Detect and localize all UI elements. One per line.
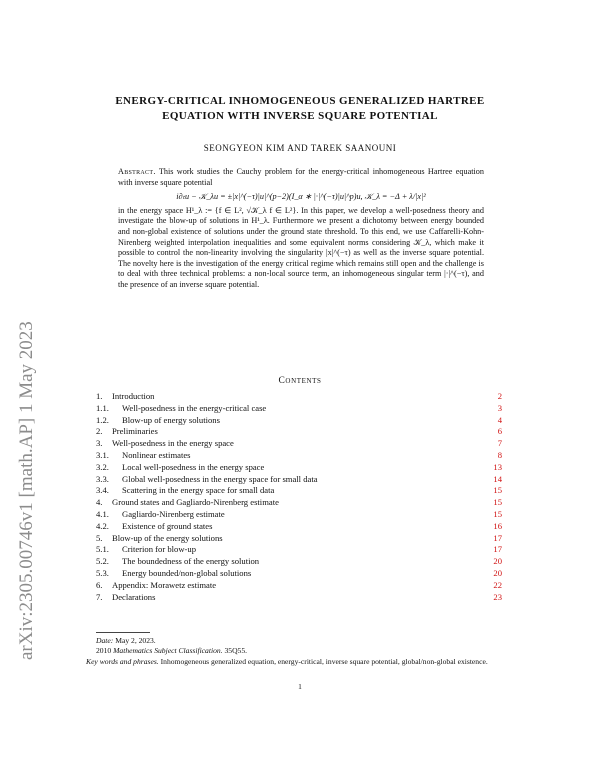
toc-entry[interactable]	[96, 426, 502, 438]
toc-entry-title: Existence of ground states	[122, 520, 213, 531]
toc-entry-page-link[interactable]: 22	[493, 579, 502, 590]
toc-entry[interactable]	[96, 485, 502, 497]
footnote-keywords	[86, 657, 506, 667]
toc-entry-page-link[interactable]: 16	[493, 520, 502, 531]
toc-entry-number: 7.	[96, 591, 103, 602]
toc-entry-title: Local well-posedness in the energy space	[122, 461, 265, 472]
abstract-equation: i∂ₜu − 𝒦_λu = ±|x|^(−τ)|u|^(p−2)(I_α ∗ |·|^(−τ)|u|^p)u, 𝒦_λ = −Δ + λ/|x|²	[176, 192, 426, 202]
toc-entry-title: Scattering in the energy space for small data	[122, 485, 275, 496]
abstract-label: Abstract.	[118, 167, 156, 176]
toc-entry-number: 1.2.	[96, 414, 109, 425]
abstract	[118, 167, 484, 291]
toc-entry-title: The boundedness of the energy solution	[122, 556, 260, 567]
arxiv-identifier-svg	[2, 170, 46, 670]
toc-entry-title: Introduction	[112, 391, 155, 401]
toc-entry[interactable]	[96, 450, 502, 462]
toc-entry-number: 5.	[96, 532, 103, 543]
toc-entry-page-link[interactable]: 15	[493, 485, 502, 496]
toc-entry-number: 3.3.	[96, 473, 109, 484]
toc-entry-page-link[interactable]: 17	[493, 532, 502, 543]
footnote-date	[96, 636, 506, 646]
toc-entry-page-link[interactable]: 3	[497, 402, 502, 413]
date-label: Date:	[96, 636, 114, 645]
toc-entry-page-link[interactable]: 15	[493, 497, 502, 508]
abstract-body: in the energy space H¹_λ := {f ∈ L², √𝒦_λ f ∈ L²}. In this paper, we develop a well-posedness theory and investigate the blow-up of solutions in H¹_λ. Furthermore we present a dichotomy between energy bounded and non-global existence of solutions under the ground state threshold. To this end, we use Caffarelli-Kohn-Nirenberg weighted interpolation inequalities and some equivalent norms considering 𝒦_λ, which make it possible to control the non-linearity involving the singularity |x|^(−τ) as well as the inverse square potential. The novelty here is the investigation of the energy critical regime which remains still open and the challenge is to deal with three technical problems: a non-local source term, an inhomogeneous singular term |·|^(−τ), and the presence of an inverse square potential.	[118, 205, 484, 289]
toc-entry-number: 3.1.	[96, 449, 109, 460]
date-value: May 2, 2023.	[115, 636, 156, 645]
toc-entry-number: 4.1.	[96, 508, 109, 519]
toc-entry-number: 5.3.	[96, 567, 109, 578]
toc-entry-page-link[interactable]: 23	[493, 591, 502, 602]
msc-value: 35Q55.	[224, 646, 248, 656]
toc-entry-title: Energy bounded/non-global solutions	[122, 567, 252, 578]
toc-entry-title: Blow-up of energy solutions	[122, 414, 220, 425]
toc-entry-page-link[interactable]: 2	[497, 391, 502, 401]
toc-entry-title: Gagliardo-Nirenberg estimate	[122, 508, 225, 519]
toc-entry-page-link[interactable]: 20	[493, 567, 502, 578]
toc-entry-number: 3.	[96, 438, 103, 449]
keywords-label: Key words and phrases.	[86, 656, 159, 666]
toc-entry-number: 1.	[96, 391, 103, 401]
toc-entry-title: Declarations	[112, 591, 156, 602]
toc-entry-number: 1.1.	[96, 402, 109, 413]
msc-label: Mathematics Subject Classification.	[113, 646, 223, 656]
toc-entry-number: 3.2.	[96, 461, 109, 472]
toc-entry[interactable]	[96, 533, 502, 545]
arxiv-identifier-sidebar	[2, 170, 46, 670]
toc-entry[interactable]	[96, 403, 502, 415]
toc-entry-title: Global well-posedness in the energy space for small data	[122, 473, 318, 484]
table-of-contents	[96, 391, 502, 603]
page-number: 1	[298, 682, 302, 691]
footnote-msc	[96, 646, 506, 656]
abstract-intro-paragraph	[118, 167, 484, 188]
toc-entry[interactable]	[96, 415, 502, 427]
toc-entry-title: Appendix: Morawetz estimate	[112, 579, 217, 590]
toc-entry-page-link[interactable]: 14	[493, 473, 502, 484]
toc-entry[interactable]	[96, 568, 502, 580]
toc-entry-title: Nonlinear estimates	[122, 449, 191, 460]
toc-entry-number: 4.	[96, 497, 103, 508]
toc-entry[interactable]	[96, 556, 502, 568]
toc-entry[interactable]	[96, 438, 502, 450]
contents-heading: Contents	[278, 376, 322, 386]
abstract-intro: This work studies the Cauchy problem for the energy-critical inhomogeneous Hartree equation with inverse square potential	[118, 167, 484, 187]
toc-entry[interactable]	[96, 580, 502, 592]
toc-entry-page-link[interactable]: 13	[493, 461, 502, 472]
toc-entry[interactable]	[96, 509, 502, 521]
footnotes	[86, 636, 506, 667]
toc-entry-title: Ground states and Gagliardo-Nirenberg estimate	[112, 497, 279, 508]
toc-entry-number: 3.4.	[96, 485, 109, 496]
toc-entry-number: 5.1.	[96, 544, 109, 555]
toc-entry[interactable]	[96, 391, 502, 403]
arxiv-identifier-text: arXiv:2305.00746v1 [math.AP] 1 May 2023	[16, 321, 37, 660]
toc-entry-page-link[interactable]: 20	[493, 556, 502, 567]
paper-authors: SEONGYEON KIM AND TAREK SAANOUNI	[203, 143, 397, 153]
footnote-rule	[96, 632, 150, 633]
toc-entry-number: 5.2.	[96, 556, 109, 567]
toc-entry-page-link[interactable]: 17	[493, 544, 502, 555]
msc-prefix: 2010	[96, 646, 112, 656]
toc-entry-title: Criterion for blow-up	[122, 544, 196, 555]
toc-entry-number: 6.	[96, 579, 103, 590]
keywords-value: Inhomogeneous generalized equation, energy-critical, inverse square potential, global/non-global existence.	[160, 656, 488, 666]
toc-entry-page-link[interactable]: 4	[497, 414, 502, 425]
toc-entry-title: Blow-up of the energy solutions	[112, 532, 223, 543]
toc-entry-page-link[interactable]: 6	[497, 426, 502, 437]
toc-entry-number: 4.2.	[96, 520, 109, 531]
toc-entry-page-link[interactable]: 7	[497, 438, 502, 449]
toc-entry-title: Well-posedness in the energy space	[112, 438, 234, 449]
toc-entry[interactable]	[96, 462, 502, 474]
paper-title-line-1: ENERGY-CRITICAL INHOMOGENEOUS GENERALIZED HARTREE	[115, 95, 485, 107]
toc-entry-title: Well-posedness in the energy-critical case	[122, 402, 267, 413]
paper-title-line-2: EQUATION WITH INVERSE SQUARE POTENTIAL	[162, 110, 438, 122]
toc-entry-page-link[interactable]: 8	[497, 449, 502, 460]
toc-entry-page-link[interactable]: 15	[493, 508, 502, 519]
toc-entry-number: 2.	[96, 426, 103, 437]
toc-entry[interactable]	[96, 497, 502, 509]
toc-entry[interactable]	[96, 474, 502, 486]
toc-entry[interactable]	[96, 544, 502, 556]
toc-entry[interactable]	[96, 592, 502, 604]
toc-entry-title: Preliminaries	[112, 426, 158, 437]
toc-entry[interactable]	[96, 521, 502, 533]
